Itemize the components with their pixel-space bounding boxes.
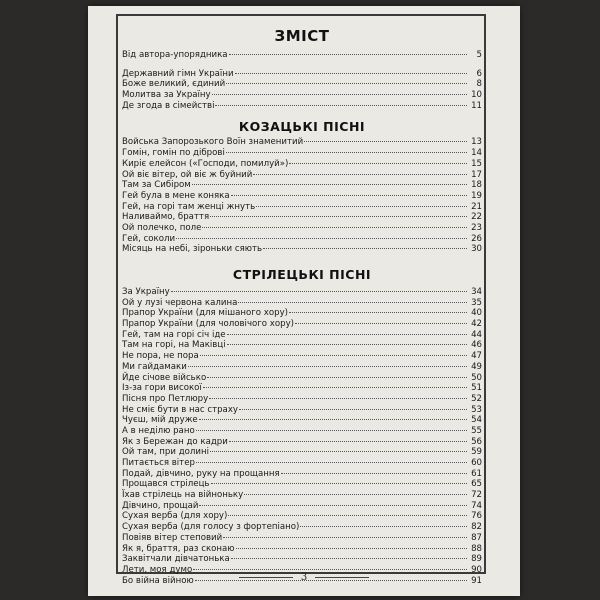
dot-leader (236, 548, 467, 549)
entry-title: Дівчино, прощай (122, 500, 199, 511)
toc-entry (122, 330, 482, 341)
entry-title: Наливаймо, браття (122, 212, 210, 223)
entry-page: 65 (471, 479, 482, 490)
page-number: 3 (300, 572, 308, 583)
entry-page: 19 (471, 190, 482, 201)
toc-entry (122, 50, 482, 61)
entry-title: Місяць на небі, зіроньки сяють (122, 244, 263, 255)
entry-page: 10 (471, 90, 482, 101)
entry-title: Не пора, не пора (122, 351, 199, 362)
toc-entry (122, 191, 482, 202)
entry-page: 26 (471, 233, 482, 244)
entry-page: 52 (471, 393, 482, 404)
footer-rule-right (315, 577, 369, 578)
dot-leader (199, 419, 467, 420)
toc-entry (122, 79, 482, 90)
intro-list (122, 50, 482, 61)
entry-title: Гей, там на горі січ іде (122, 329, 226, 340)
entry-title: Не сміє бути в нас страху (122, 404, 238, 415)
entry-title: Гей, соколи (122, 233, 176, 244)
entry-page: 14 (471, 148, 482, 159)
toc-entry (122, 447, 482, 458)
dot-leader (281, 473, 467, 474)
toc-entry (122, 202, 482, 213)
entry-page: 49 (471, 361, 482, 372)
toc-entry (122, 501, 482, 512)
dot-leader (231, 558, 467, 559)
cossack-list (122, 137, 482, 255)
entry-title: Їхав стрілець на війноньку (122, 490, 244, 501)
entry-page: 87 (471, 532, 482, 543)
dot-leader (199, 505, 467, 506)
entry-title: Питається вітер (122, 458, 195, 468)
dot-leader (196, 430, 467, 431)
entry-page: 60 (471, 458, 482, 468)
entry-title: Гомін, гомін по діброві (122, 148, 225, 159)
entry-page: 21 (471, 201, 482, 212)
entry-page: 35 (471, 297, 482, 308)
entry-title: Як я, браття, раз сконаю (122, 543, 235, 554)
entry-page: 89 (471, 554, 482, 565)
toc-entry (122, 458, 482, 469)
entry-title: Йде січове військо (122, 372, 207, 383)
page-title: ЗМІСТ (274, 27, 330, 45)
entry-page: 54 (471, 415, 482, 426)
entry-page: 13 (471, 137, 482, 148)
entry-title: Там на горі, на Маківці (122, 340, 226, 351)
entry-page: 61 (471, 468, 482, 479)
entry-title: За Україну (122, 287, 170, 297)
entry-title: Ой віє вітер, ой віє ж буйний (122, 169, 253, 180)
dot-leader (192, 184, 467, 185)
toc-entry (122, 415, 482, 426)
dot-leader (238, 302, 467, 303)
book-page (88, 6, 520, 596)
toc-entry (122, 159, 482, 170)
entry-title: Прапор України (для чоловічого хору) (122, 319, 295, 330)
toc-entry (122, 362, 482, 373)
toc-entry (122, 308, 482, 319)
entry-page: 91 (471, 575, 482, 586)
toc-entry (122, 170, 482, 181)
entry-title: Прощався стрілець (122, 479, 210, 490)
toc-entry (122, 180, 482, 191)
dot-leader (203, 387, 467, 388)
toc-entry (122, 298, 482, 309)
entry-page: 11 (471, 100, 482, 111)
riflemen-heading: СТРІЛЕЦЬКІ ПІСНІ (232, 267, 372, 282)
entry-page: 50 (471, 372, 482, 383)
toc-entry (122, 69, 482, 80)
entry-title: Подай, дівчино, руку на прощання (122, 468, 280, 479)
cossack-heading: КОЗАЦЬКІ ПІСНІ (238, 119, 366, 135)
toc-entry (122, 148, 482, 159)
toc-entry (122, 137, 482, 148)
dot-leader (229, 54, 467, 55)
entry-title: Лети, моя думо (122, 564, 193, 575)
toc-entry (122, 544, 482, 555)
dot-leader (171, 291, 467, 292)
toc-entry (122, 437, 482, 448)
entry-page: 22 (471, 212, 482, 223)
entry-title: Бо війна війною (122, 575, 194, 586)
entry-page: 44 (471, 329, 482, 340)
toc-entry (122, 533, 482, 544)
dot-leader (228, 515, 467, 516)
toc-entry (122, 405, 482, 416)
toc-entry (122, 212, 482, 223)
entry-title: Сухая верба (для хору) (122, 511, 228, 522)
entry-title: Де згода в сімействі (122, 100, 215, 111)
dot-leader (256, 206, 467, 207)
dot-leader (196, 462, 467, 463)
dot-leader (193, 569, 467, 570)
toc-entry (122, 373, 482, 384)
entry-page: 53 (471, 404, 482, 415)
entry-page: 40 (471, 308, 482, 319)
toc-entry (122, 511, 482, 522)
entry-title: Гей була в мене коняка (122, 190, 230, 201)
toc-entry (122, 101, 482, 112)
entry-page: 47 (471, 351, 482, 362)
table-of-contents (122, 24, 482, 586)
dot-leader (212, 94, 467, 95)
entry-title: Як з Бережан до кадри (122, 436, 228, 447)
entry-page: 56 (471, 436, 482, 447)
dot-leader (227, 344, 467, 345)
entry-title: Заквітчали дівчатонька (122, 554, 230, 565)
dot-leader (202, 227, 467, 228)
entry-page: 51 (471, 383, 482, 394)
toc-entry (122, 351, 482, 362)
dot-leader (223, 537, 467, 538)
toc-entry (122, 234, 482, 245)
dot-leader (210, 216, 467, 217)
entry-title: Ой там, при долині (122, 447, 209, 458)
toc-entry (122, 394, 482, 405)
entry-title: Гей, на горі там женці жнуть (122, 201, 256, 212)
entry-page: 17 (471, 169, 482, 180)
entry-page: 55 (471, 425, 482, 436)
toc-entry (122, 319, 482, 330)
entry-title: Сухая верба (для голосу з фортепіано) (122, 522, 300, 533)
entry-page: 18 (471, 180, 482, 191)
entry-page: 5 (476, 50, 482, 60)
riflemen-list (122, 287, 482, 586)
dot-leader (239, 409, 467, 410)
entry-page: 23 (471, 222, 482, 233)
entry-title: Войська Запорозького Воїн знаменитий (122, 137, 304, 148)
entry-page: 15 (471, 158, 482, 169)
toc-entry (122, 469, 482, 480)
dot-leader (235, 73, 467, 74)
entry-page: 46 (471, 340, 482, 351)
toc-entry (122, 340, 482, 351)
dot-leader (200, 355, 467, 356)
entry-title: Ой у лузі червона калина (122, 297, 238, 308)
entry-title: Ми гайдамаки (122, 361, 187, 372)
entry-title: Молитва за Україну (122, 90, 211, 101)
toc-entry (122, 490, 482, 501)
dot-leader (176, 238, 467, 239)
dot-leader (295, 323, 467, 324)
entry-page: 34 (471, 287, 482, 297)
dot-leader (226, 83, 467, 84)
toc-entry (122, 479, 482, 490)
entry-title: Від автора-упорядника (122, 50, 228, 60)
dot-leader (211, 483, 468, 484)
dot-leader (244, 494, 467, 495)
toc-entry (122, 244, 482, 255)
entry-title: Повіяв вітер степовий (122, 532, 223, 543)
entry-page: 59 (471, 447, 482, 458)
dot-leader (207, 377, 467, 378)
entry-title: Боже великий, єдиний (122, 79, 226, 90)
dot-leader (227, 334, 467, 335)
entry-page: 30 (471, 244, 482, 255)
dot-leader (215, 105, 467, 106)
dot-leader (263, 248, 467, 249)
page-number-footer (88, 572, 520, 583)
toc-entry (122, 383, 482, 394)
toc-entry (122, 554, 482, 565)
entry-title: Ой полечко, поле (122, 222, 202, 233)
entry-title: Державний гімн України (122, 68, 234, 79)
dot-leader (289, 163, 467, 164)
entry-page: 8 (476, 79, 482, 90)
entry-page: 88 (471, 543, 482, 554)
entry-page: 76 (471, 511, 482, 522)
toc-entry (122, 426, 482, 437)
entry-page: 90 (471, 564, 482, 575)
dot-leader (188, 366, 467, 367)
toc-entry (122, 90, 482, 101)
entry-page: 82 (471, 522, 482, 533)
toc-entry (122, 522, 482, 533)
entry-page: 72 (471, 490, 482, 501)
dot-leader (209, 398, 467, 399)
footer-rule-left (239, 577, 293, 578)
entry-title: Там за Сибіром (122, 180, 191, 191)
dot-leader (231, 195, 467, 196)
entry-title: Із-за гори високої (122, 383, 202, 394)
toc-entry (122, 223, 482, 234)
entry-page: 74 (471, 500, 482, 511)
dot-leader (229, 441, 467, 442)
dot-leader (253, 174, 467, 175)
anthems-list (122, 69, 482, 112)
dot-leader (300, 526, 467, 527)
toc-entry (122, 287, 482, 298)
entry-title: Прапор України (для мішаного хору) (122, 308, 289, 319)
dot-leader (210, 451, 467, 452)
entry-page: 42 (471, 319, 482, 330)
entry-title: Чуєш, мій друже (122, 415, 198, 426)
entry-title: Пісня про Петлюру (122, 393, 209, 404)
dot-leader (304, 141, 467, 142)
entry-title: Киріє елейсон («Господи, помилуй») (122, 158, 289, 169)
entry-page: 6 (476, 68, 482, 79)
dot-leader (226, 152, 467, 153)
dot-leader (289, 312, 467, 313)
entry-title: А в неділю рано (122, 425, 195, 436)
